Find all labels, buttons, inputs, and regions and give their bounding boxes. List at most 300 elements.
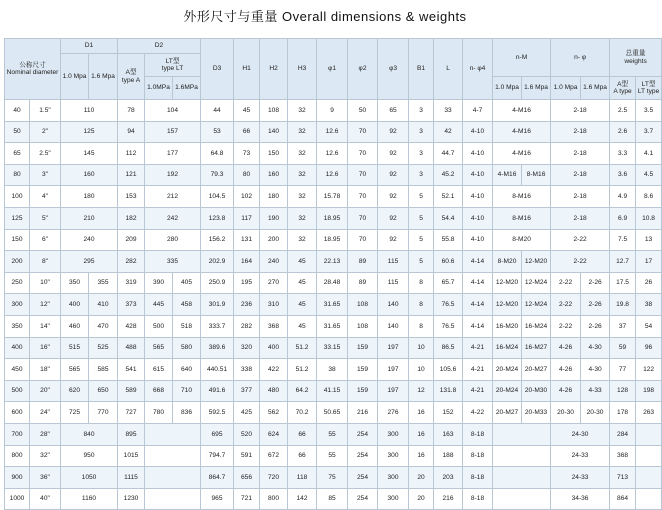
cell-weight-lt: 263 — [636, 402, 662, 424]
cell-h3: 45 — [288, 294, 317, 316]
cell-d2-lt-10: 668 — [145, 380, 173, 402]
cell-nm — [493, 423, 551, 445]
cell-d1-p16: 410 — [89, 294, 118, 316]
cell-h2: 200 — [260, 229, 288, 251]
cell-weight-a: 2.6 — [610, 121, 636, 143]
cell-b1: 16 — [409, 423, 434, 445]
cell-h3: 32 — [288, 100, 317, 122]
table-row — [5, 207, 662, 229]
cell-weight-lt: 26 — [636, 272, 662, 294]
table-row — [5, 121, 662, 143]
cell-weight-a: 368 — [610, 445, 636, 467]
cell-inch: 5" — [30, 207, 61, 229]
cell-d2-lt-10: 565 — [145, 337, 173, 359]
cell-h2: 480 — [260, 380, 288, 402]
cell-weight-lt: 17 — [636, 251, 662, 273]
cell-phi3: 300 — [378, 445, 409, 467]
cell-n-phi4: 4-10 — [463, 143, 493, 165]
cell-dn: 100 — [5, 186, 30, 208]
cell-phi2: 254 — [348, 423, 378, 445]
cell-d3: 864.7 — [201, 467, 234, 489]
cell-phi2: 159 — [348, 359, 378, 381]
cell-weight-lt: 8.6 — [636, 186, 662, 208]
cell-h3: 66 — [288, 423, 317, 445]
cell-np-p16: 20-30 — [581, 402, 610, 424]
cell-b1: 12 — [409, 380, 434, 402]
header-nominal-cn: 公称尺寸 — [19, 61, 46, 69]
cell-h3: 45 — [288, 315, 317, 337]
cell-d3: 64.8 — [201, 143, 234, 165]
cell-np: 2-18 — [551, 121, 610, 143]
cell-h2: 562 — [260, 402, 288, 424]
cell-np: 24-33 — [551, 467, 610, 489]
cell-weight-lt — [636, 445, 662, 467]
cell-np-p16: 2-26 — [581, 294, 610, 316]
cell-d1-p10: 725 — [61, 402, 89, 424]
cell-d2-lt — [145, 423, 201, 445]
table-row — [5, 359, 662, 381]
header-nm-p16: 1.6 Mpa — [522, 77, 551, 100]
cell-d2-lt-10: 780 — [145, 402, 173, 424]
cell-d3: 301.9 — [201, 294, 234, 316]
cell-phi2: 89 — [348, 251, 378, 273]
cell-h1: 656 — [234, 467, 260, 489]
cell-n-phi4: 4-10 — [463, 207, 493, 229]
cell-d3: 440.51 — [201, 359, 234, 381]
cell-d2-lt: 177 — [145, 143, 201, 165]
table-body — [5, 100, 662, 510]
cell-phi2: 254 — [348, 445, 378, 467]
header-d2-lt-type-cn: LT型 — [165, 57, 180, 65]
table-row — [5, 423, 662, 445]
cell-d3: 695 — [201, 423, 234, 445]
cell-dn: 250 — [5, 272, 30, 294]
cell-n-phi4: 4-10 — [463, 229, 493, 251]
cell-d2-lt-16: 458 — [173, 294, 201, 316]
cell-h3: 32 — [288, 164, 317, 186]
cell-dn: 450 — [5, 359, 30, 381]
cell-l: 65.7 — [434, 272, 463, 294]
header-d2-lt-10: 1.0MPa — [145, 77, 173, 100]
cell-d2-a: 282 — [118, 251, 145, 273]
table-row — [5, 294, 662, 316]
cell-nm-p10: 16-M20 — [493, 315, 522, 337]
header-n-m: n-M — [493, 39, 551, 77]
cell-d1-p16: 770 — [89, 402, 118, 424]
cell-n-phi4: 4-10 — [463, 121, 493, 143]
cell-d2-a: 153 — [118, 186, 145, 208]
cell-h2: 310 — [260, 294, 288, 316]
cell-dn: 150 — [5, 229, 30, 251]
cell-b1: 3 — [409, 121, 434, 143]
cell-dn: 300 — [5, 294, 30, 316]
cell-h2: 400 — [260, 337, 288, 359]
cell-inch: 12" — [30, 294, 61, 316]
cell-phi1: 55 — [317, 423, 348, 445]
cell-h1: 66 — [234, 121, 260, 143]
cell-b1: 5 — [409, 229, 434, 251]
cell-n-phi4: 4-21 — [463, 359, 493, 381]
cell-nm-p16: 16-M27 — [522, 337, 551, 359]
cell-d2-a: 78 — [118, 100, 145, 122]
cell-dn: 900 — [5, 467, 30, 489]
cell-np: 2-18 — [551, 186, 610, 208]
table-row — [5, 380, 662, 402]
cell-weight-lt — [636, 467, 662, 489]
cell-phi1: 38 — [317, 359, 348, 381]
cell-phi3: 276 — [378, 402, 409, 424]
cell-phi2: 89 — [348, 272, 378, 294]
cell-phi2: 70 — [348, 143, 378, 165]
cell-d1-p16: 650 — [89, 380, 118, 402]
header-weight-a-cn: A型 — [617, 80, 629, 88]
cell-d2-lt — [145, 488, 201, 510]
cell-h1: 102 — [234, 186, 260, 208]
header-weight-lt-cn: LT型 — [641, 80, 656, 88]
cell-d2-a: 1015 — [118, 445, 145, 467]
cell-weight-a: 17.5 — [610, 272, 636, 294]
cell-n-phi4: 4-22 — [463, 402, 493, 424]
cell-phi1: 12.6 — [317, 143, 348, 165]
cell-weight-lt: 122 — [636, 359, 662, 381]
cell-h1: 80 — [234, 164, 260, 186]
cell-h2: 140 — [260, 121, 288, 143]
cell-phi3: 197 — [378, 359, 409, 381]
cell-dn: 40 — [5, 100, 30, 122]
header-l: L — [434, 39, 463, 100]
cell-dn: 400 — [5, 337, 30, 359]
header-d2-a-type-en: type A — [121, 76, 141, 84]
cell-d2-a: 589 — [118, 380, 145, 402]
cell-l: 55.8 — [434, 229, 463, 251]
cell-b1: 10 — [409, 337, 434, 359]
cell-np-p10: 4-26 — [551, 337, 581, 359]
cell-np: 2-18 — [551, 100, 610, 122]
cell-l: 44.7 — [434, 143, 463, 165]
cell-phi2: 70 — [348, 207, 378, 229]
cell-l: 216 — [434, 488, 463, 510]
cell-d3: 156.2 — [201, 229, 234, 251]
cell-nm: 4-M16 — [493, 121, 551, 143]
cell-weight-a: 77 — [610, 359, 636, 381]
cell-b1: 20 — [409, 467, 434, 489]
cell-inch: 36" — [30, 467, 61, 489]
cell-n-phi4: 8-18 — [463, 467, 493, 489]
cell-phi3: 115 — [378, 272, 409, 294]
cell-h2: 190 — [260, 207, 288, 229]
cell-phi1: 85 — [317, 488, 348, 510]
cell-h1: 195 — [234, 272, 260, 294]
dimensions-table — [4, 38, 662, 510]
cell-weight-lt: 10.8 — [636, 207, 662, 229]
header-weight-lt — [636, 77, 662, 100]
cell-np-p10: 4-26 — [551, 359, 581, 381]
cell-dn: 350 — [5, 315, 30, 337]
cell-d2-a: 428 — [118, 315, 145, 337]
cell-d1: 1050 — [61, 467, 118, 489]
cell-weight-lt — [636, 423, 662, 445]
cell-d2-lt: 104 — [145, 100, 201, 122]
cell-d2-lt-10: 500 — [145, 315, 173, 337]
cell-d3: 333.7 — [201, 315, 234, 337]
cell-b1: 5 — [409, 251, 434, 273]
cell-phi2: 254 — [348, 488, 378, 510]
cell-d3: 250.9 — [201, 272, 234, 294]
cell-n-phi4: 4-21 — [463, 380, 493, 402]
header-n-phi4: n- φ4 — [463, 39, 493, 100]
cell-nm-p16: 12-M20 — [522, 251, 551, 273]
cell-d1: 950 — [61, 445, 118, 467]
cell-l: 76.5 — [434, 294, 463, 316]
header-weight-lt-en: LT type — [637, 88, 660, 95]
header-d1: D1 — [61, 39, 118, 54]
header-d2: D2 — [118, 39, 201, 54]
header-d3: D3 — [201, 39, 234, 100]
cell-h2: 150 — [260, 143, 288, 165]
header-phi2: φ2 — [348, 39, 378, 100]
header-weight-a-en: A type — [613, 88, 632, 95]
table-row — [5, 186, 662, 208]
cell-d2-a: 373 — [118, 294, 145, 316]
cell-d2-a: 727 — [118, 402, 145, 424]
header-nm-p10: 1.0 Mpa — [493, 77, 522, 100]
cell-b1: 5 — [409, 186, 434, 208]
cell-h3: 32 — [288, 229, 317, 251]
header-d2-lt-16: 1.6MPa — [173, 77, 201, 100]
header-nominal — [5, 39, 61, 100]
cell-h2: 720 — [260, 467, 288, 489]
cell-d2-lt-16: 836 — [173, 402, 201, 424]
cell-h2: 108 — [260, 100, 288, 122]
cell-h2: 160 — [260, 164, 288, 186]
cell-l: 60.6 — [434, 251, 463, 273]
cell-phi1: 22.13 — [317, 251, 348, 273]
cell-n-phi4: 4-7 — [463, 100, 493, 122]
cell-h2: 368 — [260, 315, 288, 337]
cell-phi3: 300 — [378, 423, 409, 445]
cell-b1: 10 — [409, 359, 434, 381]
cell-nm-p16: 8-M16 — [522, 164, 551, 186]
cell-b1: 3 — [409, 100, 434, 122]
cell-l: 54.4 — [434, 207, 463, 229]
cell-np-p16: 4-30 — [581, 337, 610, 359]
cell-d1: 145 — [61, 143, 118, 165]
cell-b1: 3 — [409, 143, 434, 165]
cell-np: 34-36 — [551, 488, 610, 510]
cell-phi3: 300 — [378, 467, 409, 489]
cell-weight-lt: 3.7 — [636, 121, 662, 143]
table-row — [5, 488, 662, 510]
cell-h1: 282 — [234, 315, 260, 337]
cell-phi2: 159 — [348, 380, 378, 402]
cell-l: 52.1 — [434, 186, 463, 208]
cell-phi1: 55 — [317, 445, 348, 467]
cell-weight-a: 864 — [610, 488, 636, 510]
cell-d2-a: 895 — [118, 423, 145, 445]
cell-phi1: 12.6 — [317, 164, 348, 186]
cell-phi1: 41.15 — [317, 380, 348, 402]
cell-d2-lt-16: 518 — [173, 315, 201, 337]
cell-nm — [493, 467, 551, 489]
cell-phi3: 92 — [378, 143, 409, 165]
cell-h3: 32 — [288, 143, 317, 165]
cell-np: 2-18 — [551, 164, 610, 186]
cell-l: 203 — [434, 467, 463, 489]
cell-phi1: 75 — [317, 467, 348, 489]
cell-nm-p16: 20-M27 — [522, 359, 551, 381]
cell-b1: 16 — [409, 445, 434, 467]
cell-phi3: 92 — [378, 164, 409, 186]
cell-np-p10: 20-30 — [551, 402, 581, 424]
cell-weight-lt: 54 — [636, 315, 662, 337]
cell-weight-a: 4.9 — [610, 186, 636, 208]
cell-d2-lt: 192 — [145, 164, 201, 186]
cell-d3: 123.8 — [201, 207, 234, 229]
header-h3: H3 — [288, 39, 317, 100]
cell-np: 2-18 — [551, 207, 610, 229]
cell-n-phi4: 8-18 — [463, 445, 493, 467]
cell-inch: 10" — [30, 272, 61, 294]
cell-nm-p16: 12-M24 — [522, 272, 551, 294]
cell-d1: 180 — [61, 186, 118, 208]
cell-phi3: 92 — [378, 121, 409, 143]
cell-d1-p16: 355 — [89, 272, 118, 294]
cell-h3: 32 — [288, 207, 317, 229]
table-row — [5, 229, 662, 251]
cell-d2-a: 209 — [118, 229, 145, 251]
cell-b1: 3 — [409, 164, 434, 186]
header-d2-a-type — [118, 54, 145, 100]
header-weights-cn: 总重量 — [625, 50, 646, 58]
cell-l: 86.5 — [434, 337, 463, 359]
cell-l: 42 — [434, 121, 463, 143]
cell-h2: 672 — [260, 445, 288, 467]
cell-d3: 389.6 — [201, 337, 234, 359]
cell-d3: 202.9 — [201, 251, 234, 273]
cell-d1-p10: 515 — [61, 337, 89, 359]
cell-d3: 592.5 — [201, 402, 234, 424]
cell-d3: 79.3 — [201, 164, 234, 186]
cell-nm-p10: 4-M16 — [493, 164, 522, 186]
cell-d1: 210 — [61, 207, 118, 229]
cell-h3: 45 — [288, 251, 317, 273]
cell-n-phi4: 4-10 — [463, 186, 493, 208]
table-row — [5, 467, 662, 489]
cell-h2: 270 — [260, 272, 288, 294]
cell-h1: 377 — [234, 380, 260, 402]
table-row — [5, 251, 662, 273]
cell-h1: 236 — [234, 294, 260, 316]
cell-weight-lt: 4.1 — [636, 143, 662, 165]
cell-dn: 50 — [5, 121, 30, 143]
cell-n-phi4: 8-18 — [463, 423, 493, 445]
cell-weight-lt: 38 — [636, 294, 662, 316]
table-row — [5, 100, 662, 122]
cell-b1: 16 — [409, 402, 434, 424]
cell-nm-p10: 20-M24 — [493, 359, 522, 381]
cell-l: 33 — [434, 100, 463, 122]
cell-phi3: 92 — [378, 207, 409, 229]
cell-nm: 4-M16 — [493, 100, 551, 122]
cell-b1: 8 — [409, 315, 434, 337]
cell-n-phi4: 4-21 — [463, 337, 493, 359]
cell-inch: 28" — [30, 423, 61, 445]
cell-nm-p16: 12-M24 — [522, 294, 551, 316]
cell-phi3: 92 — [378, 229, 409, 251]
cell-n-phi4: 4-14 — [463, 272, 493, 294]
cell-d2-lt-16: 580 — [173, 337, 201, 359]
cell-inch: 8" — [30, 251, 61, 273]
cell-phi1: 31.65 — [317, 315, 348, 337]
cell-d2-lt — [145, 467, 201, 489]
cell-phi1: 15.78 — [317, 186, 348, 208]
cell-weight-a: 284 — [610, 423, 636, 445]
cell-d3: 794.7 — [201, 445, 234, 467]
cell-h1: 520 — [234, 423, 260, 445]
table-row — [5, 337, 662, 359]
cell-h2: 180 — [260, 186, 288, 208]
cell-phi1: 33.15 — [317, 337, 348, 359]
cell-h3: 51.2 — [288, 359, 317, 381]
cell-np-p16: 2-26 — [581, 272, 610, 294]
header-n-phi: n- φ — [551, 39, 610, 77]
cell-d2-a: 112 — [118, 143, 145, 165]
cell-inch: 3" — [30, 164, 61, 186]
cell-dn: 200 — [5, 251, 30, 273]
cell-np-p10: 2-22 — [551, 272, 581, 294]
cell-h1: 45 — [234, 100, 260, 122]
cell-d1: 840 — [61, 423, 118, 445]
cell-d2-lt: 242 — [145, 207, 201, 229]
header-d1-p10: 1.0 Mpa — [61, 54, 89, 100]
table-row — [5, 315, 662, 337]
header-np-p16: 1.6 Mpa — [581, 77, 610, 100]
cell-h2: 624 — [260, 423, 288, 445]
cell-dn: 800 — [5, 445, 30, 467]
cell-phi2: 70 — [348, 164, 378, 186]
cell-d1-p10: 460 — [61, 315, 89, 337]
cell-inch: 24" — [30, 402, 61, 424]
cell-d2-lt: 280 — [145, 229, 201, 251]
cell-weight-a: 19.8 — [610, 294, 636, 316]
cell-h1: 591 — [234, 445, 260, 467]
cell-dn: 125 — [5, 207, 30, 229]
cell-h3: 118 — [288, 467, 317, 489]
cell-dn: 80 — [5, 164, 30, 186]
table-row — [5, 402, 662, 424]
cell-nm-p16: 20-M30 — [522, 380, 551, 402]
cell-n-phi4: 4-14 — [463, 294, 493, 316]
cell-h3: 70.2 — [288, 402, 317, 424]
cell-d1: 295 — [61, 251, 118, 273]
page-title: 外形尺寸与重量 Overall dimensions & weights — [183, 9, 467, 24]
cell-d1: 160 — [61, 164, 118, 186]
cell-weight-a: 2.5 — [610, 100, 636, 122]
cell-weight-a: 12.7 — [610, 251, 636, 273]
cell-d2-a: 1115 — [118, 467, 145, 489]
cell-b1: 5 — [409, 207, 434, 229]
cell-h3: 64.2 — [288, 380, 317, 402]
cell-h3: 32 — [288, 121, 317, 143]
cell-nm-p10: 20-M24 — [493, 380, 522, 402]
cell-phi2: 70 — [348, 121, 378, 143]
cell-d3: 104.5 — [201, 186, 234, 208]
cell-h1: 425 — [234, 402, 260, 424]
cell-dn: 600 — [5, 402, 30, 424]
cell-l: 45.2 — [434, 164, 463, 186]
cell-inch: 14" — [30, 315, 61, 337]
header-np-p10: 1.0 Mpa — [551, 77, 581, 100]
